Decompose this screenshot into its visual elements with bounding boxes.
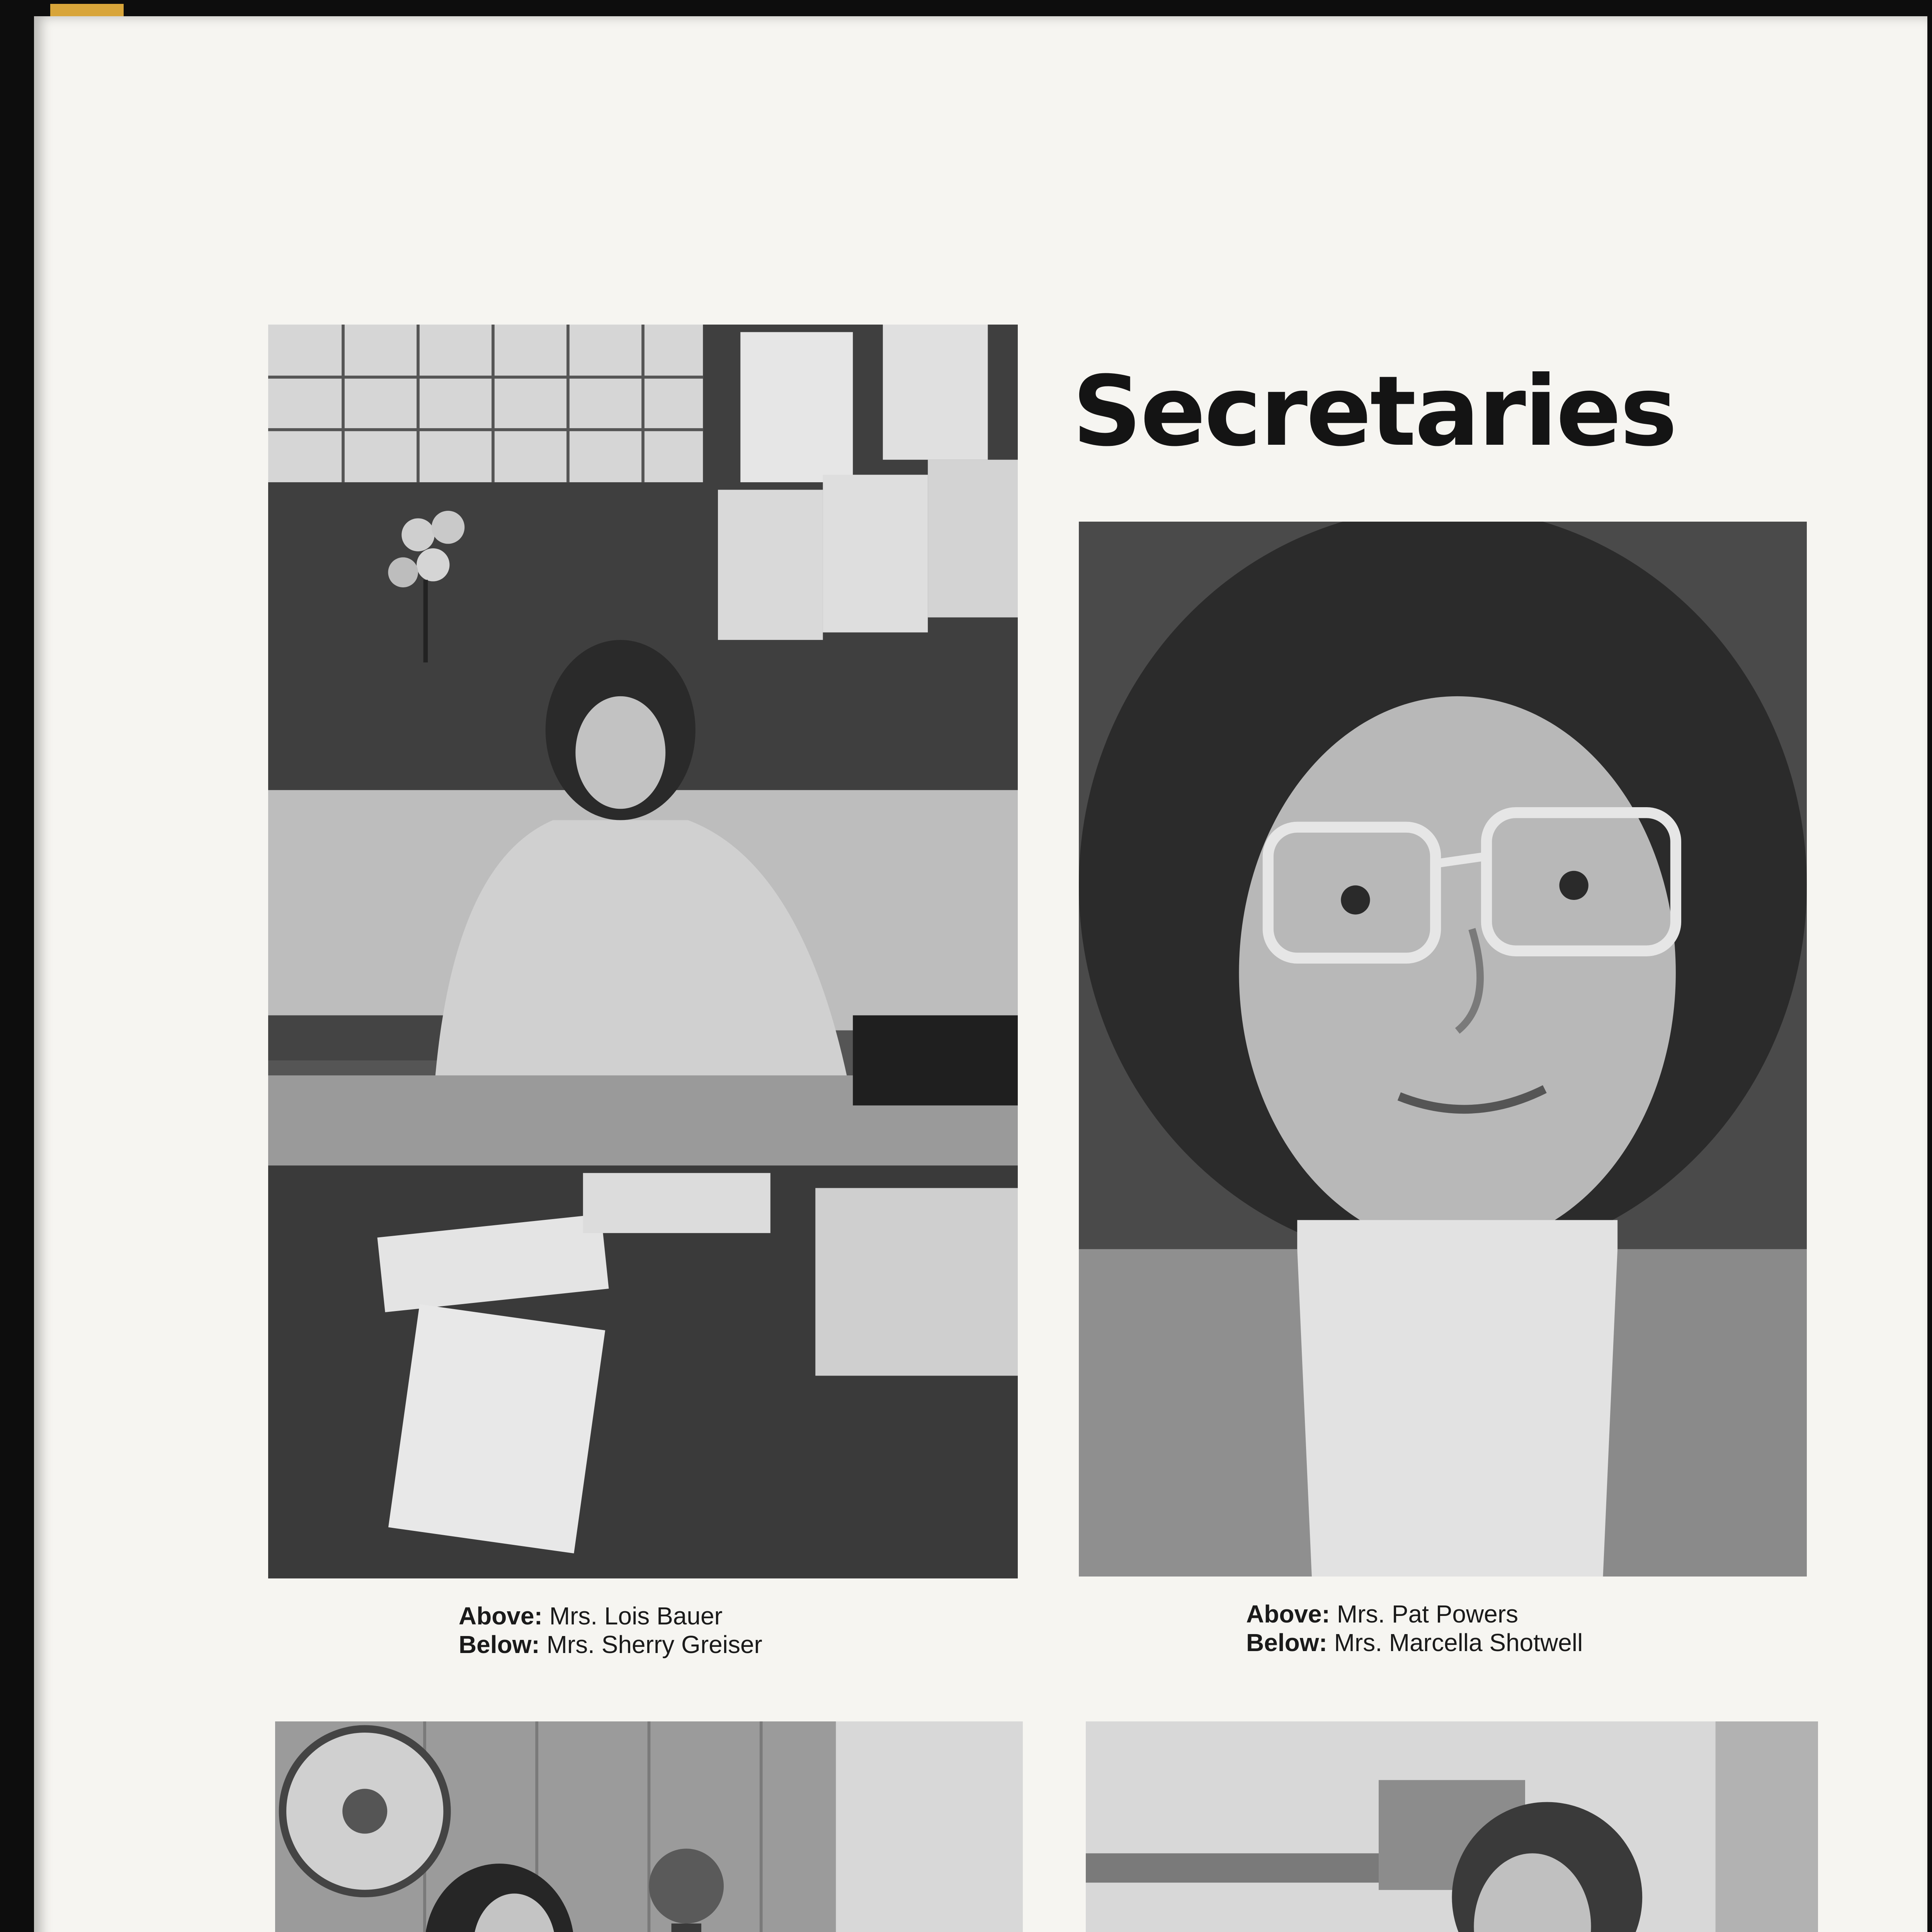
caption-right-below [1246, 1628, 1583, 1657]
caption-label-above: Above: [459, 1602, 543, 1630]
caption-name-powers: Mrs. Pat Powers [1337, 1600, 1519, 1628]
page-title: Secretaries [1072, 355, 1676, 468]
caption-right-above [1246, 1600, 1583, 1628]
caption-left [459, 1602, 762, 1659]
caption-left-below [459, 1630, 762, 1659]
caption-name-bauer: Mrs. Lois Bauer [549, 1602, 723, 1630]
photo-secretary-seated [275, 1721, 1023, 1932]
photo-portrait-with-glasses [1079, 522, 1807, 1577]
caption-name-greiser: Mrs. Sherry Greiser [546, 1631, 762, 1658]
caption-label-below: Below: [1246, 1629, 1327, 1656]
caption-right [1246, 1600, 1583, 1657]
photo-secretary-at-desk [268, 325, 1018, 1578]
caption-label-below: Below: [459, 1631, 540, 1658]
caption-name-shotwell: Mrs. Marcella Shotwell [1334, 1629, 1583, 1656]
caption-left-above [459, 1602, 762, 1630]
caption-label-above: Above: [1246, 1600, 1330, 1628]
photo-secretary-on-phone [1086, 1721, 1818, 1932]
